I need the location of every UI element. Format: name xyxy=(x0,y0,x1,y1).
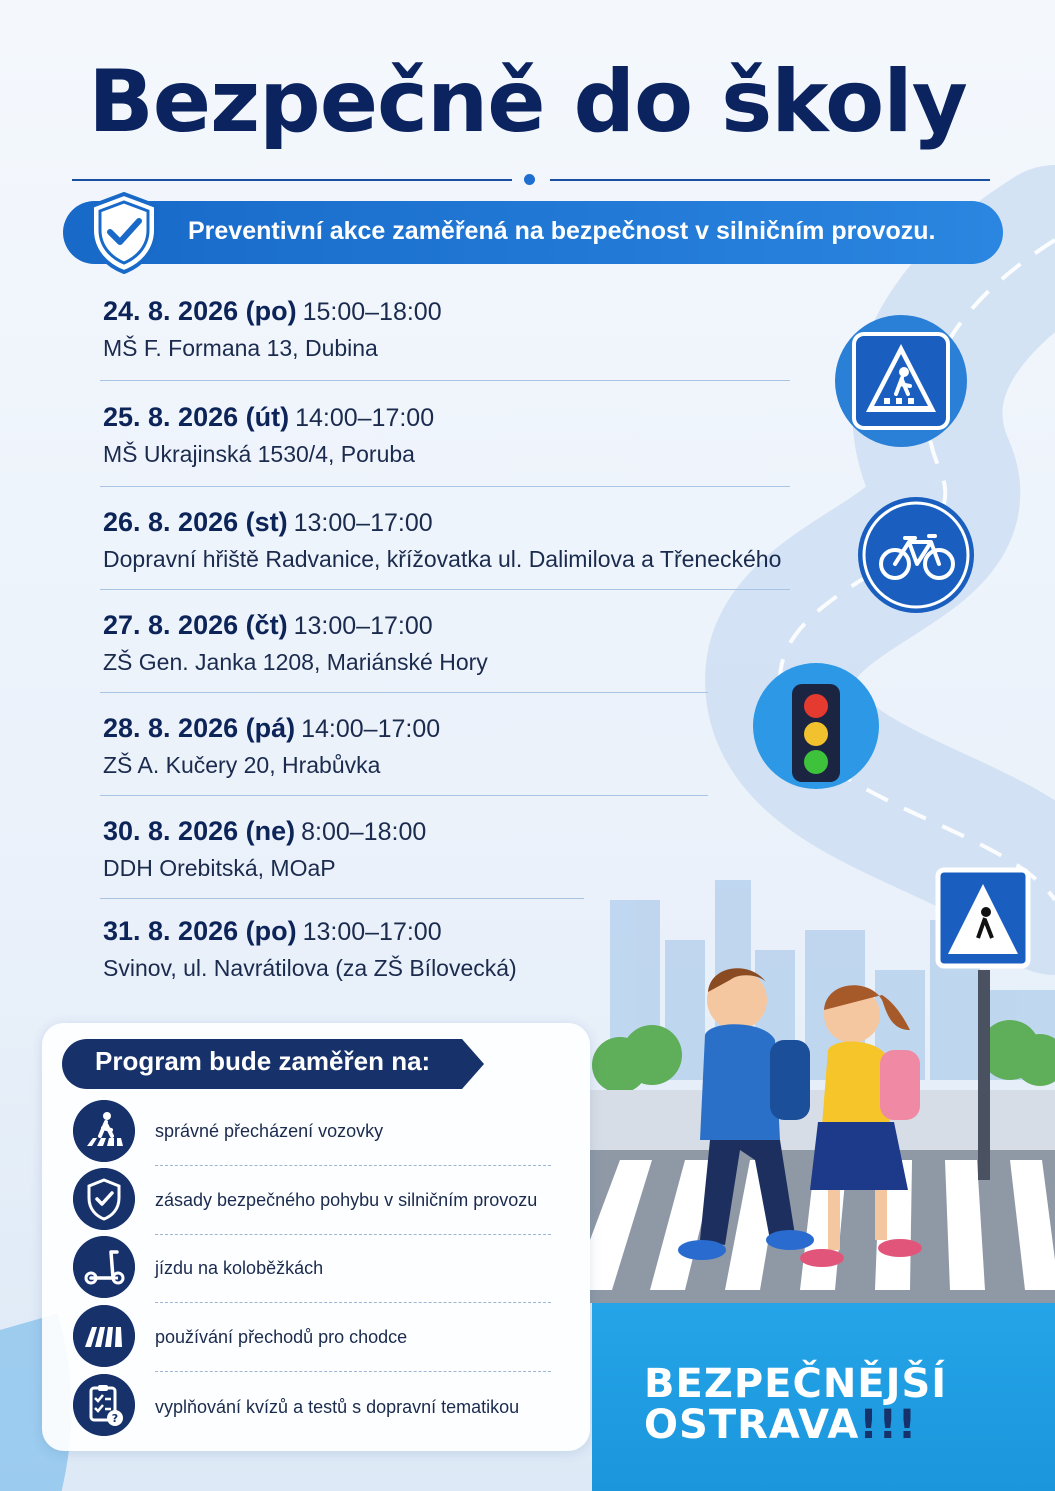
event-date: 25. 8. 2026 (út) xyxy=(103,402,290,432)
program-item-text: zásady bezpečného pohybu v silničním provozu xyxy=(155,1190,538,1210)
program-item-separator xyxy=(155,1165,551,1166)
event-separator xyxy=(100,795,708,796)
event-place: MŠ Ukrajinská 1530/4, Poruba xyxy=(103,441,415,467)
event-date: 24. 8. 2026 (po) xyxy=(103,296,297,326)
program-item-text: vyplňování kvízů a testů s dopravní tematikou xyxy=(155,1397,520,1417)
program-item-text: používání přechodů pro chodce xyxy=(155,1327,408,1347)
event-time: 13:00–17:00 xyxy=(293,612,433,640)
program-item-separator xyxy=(155,1234,551,1235)
event-date: 30. 8. 2026 (ne) xyxy=(103,816,296,846)
event-separator xyxy=(100,380,790,381)
brand-line-2 xyxy=(644,1402,917,1448)
bicycle-sign-icon xyxy=(857,496,975,614)
event-date: 31. 8. 2026 (po) xyxy=(103,916,297,946)
event-item xyxy=(103,713,803,779)
clipboard-quiz-icon xyxy=(73,1374,135,1436)
pedestrian-crossing-sign-icon xyxy=(834,314,968,448)
svg-text:?: ? xyxy=(111,1412,119,1425)
shield-check-icon xyxy=(86,190,162,274)
traffic-light-sign-icon xyxy=(752,662,880,790)
brand-exclamation: !!! xyxy=(859,1402,918,1448)
title-divider-dot xyxy=(524,174,535,185)
event-date: 27. 8. 2026 (čt) xyxy=(103,610,288,640)
pedestrian-crossing-icon xyxy=(73,1100,135,1162)
event-place: ZŠ Gen. Janka 1208, Mariánské Hory xyxy=(103,649,488,675)
event-item xyxy=(103,296,803,362)
brand-name: OSTRAVA xyxy=(644,1402,860,1448)
scooter-icon xyxy=(73,1236,135,1298)
event-time: 14:00–17:00 xyxy=(295,404,435,432)
event-place: Dopravní hřiště Radvanice, křížovatka ul. Dalimilova a Třeneckého xyxy=(103,546,782,572)
event-item xyxy=(103,402,803,468)
event-date: 28. 8. 2026 (pá) xyxy=(103,713,296,743)
title-divider-left xyxy=(72,179,512,181)
program-item-text: jízdu na koloběžkách xyxy=(155,1258,324,1278)
event-place: Svinov, ul. Navrátilova (za ZŠ Bílovecká) xyxy=(103,955,517,981)
zebra-crossing-icon xyxy=(73,1305,135,1367)
shield-check-icon xyxy=(73,1168,135,1230)
event-time: 15:00–18:00 xyxy=(302,298,442,326)
event-time: 13:00–17:00 xyxy=(293,509,433,537)
program-item-separator xyxy=(155,1371,551,1372)
event-date: 26. 8. 2026 (st) xyxy=(103,507,288,537)
program-item-text: správné přecházení vozovky xyxy=(155,1121,384,1141)
event-item xyxy=(103,507,803,573)
event-time: 8:00–18:00 xyxy=(301,818,427,846)
event-place: ZŠ A. Kučery 20, Hrabůvka xyxy=(103,752,381,778)
program-heading: Program bude zaměřen na: xyxy=(95,1046,431,1076)
page-title: Bezpečně do školy xyxy=(88,52,967,152)
event-separator xyxy=(100,898,584,899)
event-time: 13:00–17:00 xyxy=(302,918,442,946)
event-separator xyxy=(100,589,790,590)
event-separator xyxy=(100,486,790,487)
event-place: DDH Orebitská, MOaP xyxy=(103,855,336,881)
subtitle-text: Preventivní akce zaměřená na bezpečnost v silničním provozu. xyxy=(188,217,936,245)
kids-crossing-illustration xyxy=(590,860,1055,1303)
event-item xyxy=(103,610,803,676)
title-divider-right xyxy=(550,179,990,181)
event-time: 14:00–17:00 xyxy=(301,715,441,743)
event-place: MŠ F. Formana 13, Dubina xyxy=(103,335,378,361)
brand-line-1: BEZPEČNĚJŠÍ xyxy=(644,1361,948,1407)
event-separator xyxy=(100,692,708,693)
program-item-separator xyxy=(155,1302,551,1303)
